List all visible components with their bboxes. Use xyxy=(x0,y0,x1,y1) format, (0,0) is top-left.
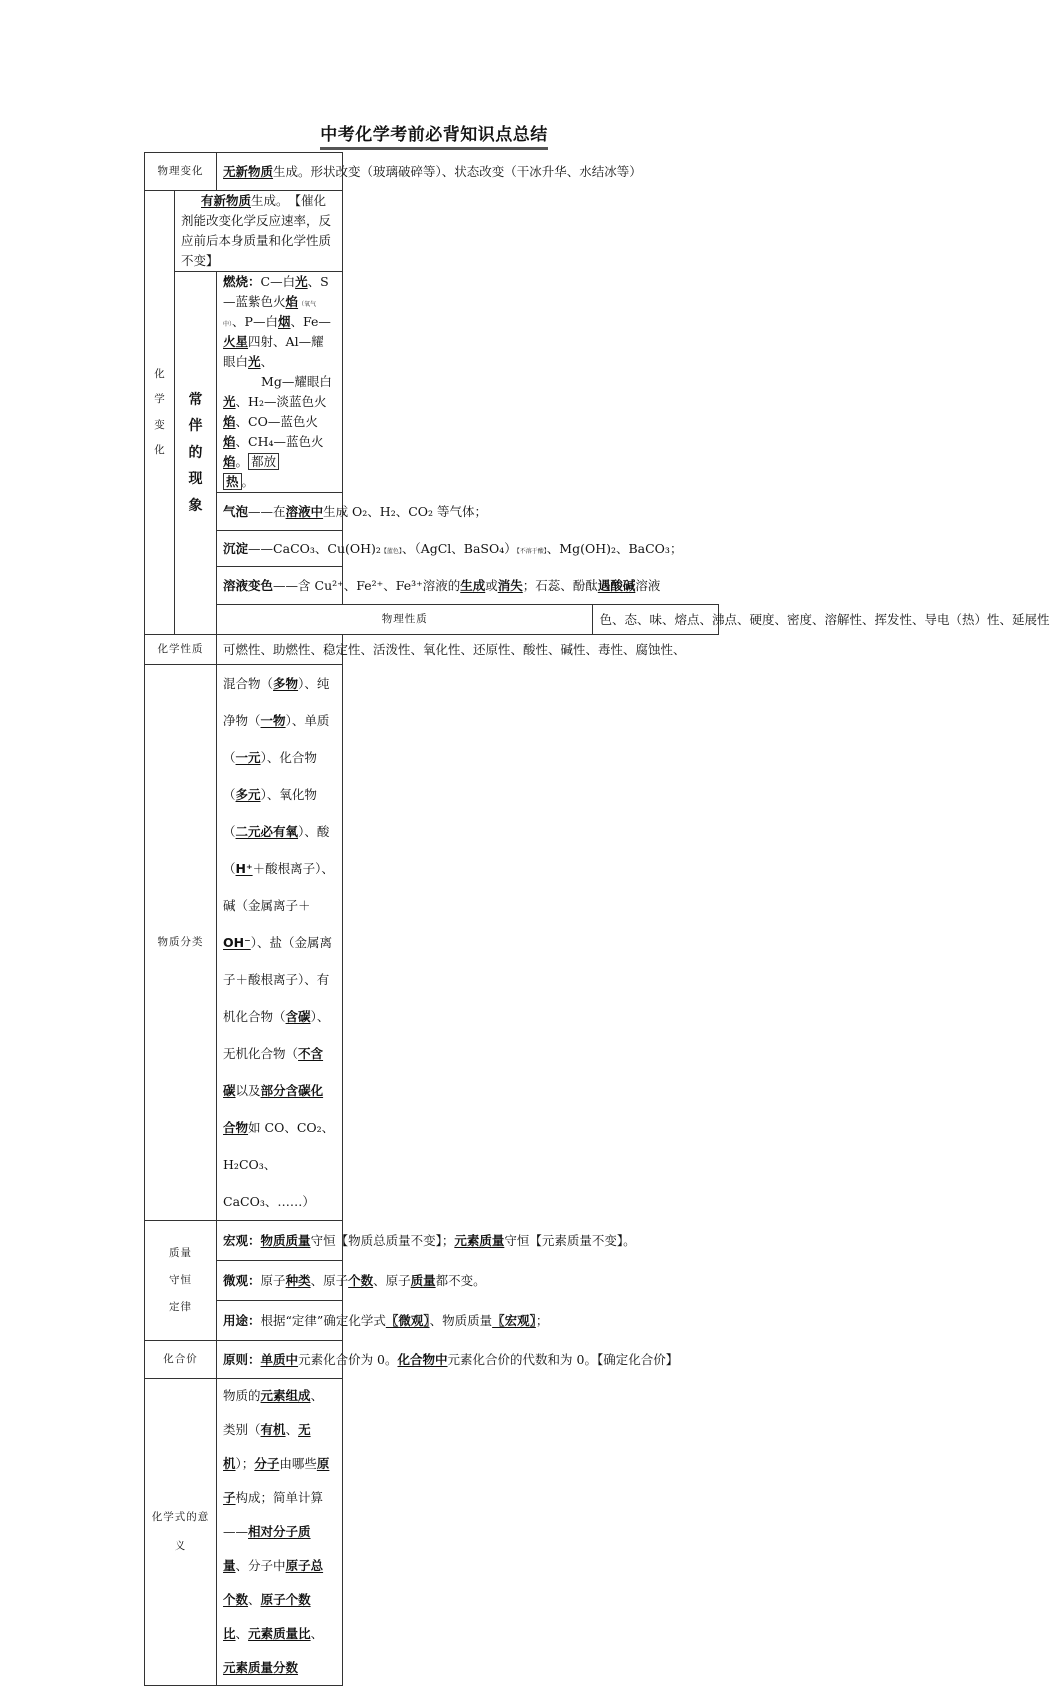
knowledge-table xyxy=(144,152,1050,1686)
row-color-change xyxy=(145,567,719,605)
content-bubbles: 气泡——在溶液中生成 O₂、H₂、CO₂ 等气体； xyxy=(217,493,342,531)
label-phenomena: 常伴的现象 xyxy=(175,272,217,635)
label-chemical-change: 化学变化 xyxy=(145,191,175,635)
row-classification xyxy=(145,665,719,1221)
row-valence xyxy=(145,1341,719,1379)
row-conservation-macro xyxy=(145,1221,719,1261)
label-conservation: 质量守恒定律 xyxy=(145,1221,217,1341)
content-conservation-micro: 微观：原子种类、原子个数、原子质量都不变。 xyxy=(217,1261,342,1301)
content-formula-meaning: 物质的元素组成、类别（有机、无机）；分子由哪些原子构成；简单计算——相对分子质量、分子中原子总个数、原子个数比、元素质量比、元素质量分数 xyxy=(217,1379,342,1686)
content-chemical-property: 可燃性、助燃性、稳定性、活泼性、氧化性、还原性、酸性、碱性、毒性、腐蚀性、 xyxy=(217,635,342,665)
content-conservation-macro: 宏观：物质质量守恒【物质总质量不变】；元素质量守恒【元素质量不变】。 xyxy=(217,1221,342,1261)
label-valence: 化合价 xyxy=(145,1341,217,1379)
content-color-change: 溶液变色——含 Cu²⁺、Fe²⁺、Fe³⁺溶液的生成或消失；石蕊、酚酞遇酸碱溶液 xyxy=(217,567,342,605)
content-conservation-use: 用途：根据“定律”确定化学式〖微观〗、物质质量〖宏观〗； xyxy=(217,1301,342,1341)
label-formula-meaning: 化学式的意义 xyxy=(145,1379,217,1686)
content-valence: 原则：单质中元素化合价为 0。化合物中元素化合价的代数和为 0。【确定化合价】 xyxy=(217,1341,342,1379)
content-chemical-change-intro: 有新物质生成。 【催化剂能改变化学反应速率，反应前后本身质量和化学性质不变】 xyxy=(175,191,343,272)
row-physical-change xyxy=(145,153,719,191)
content-physical-change: 无新物质生成。形状改变（玻璃破碎等）、状态改变（干冰升华、水结冰等） xyxy=(217,153,342,191)
row-conservation-use xyxy=(145,1301,719,1341)
row-chemical-property xyxy=(145,635,719,665)
label-physical-change: 物理变化 xyxy=(145,153,217,191)
content-combustion: 燃烧：C—白光、S—蓝紫色火焰（氧气中）、P—白烟、Fe—火星四射、Al—耀眼白光、 Mg—耀眼白光、H₂—淡蓝色火焰、CO—蓝色火焰、CH₄—蓝色火焰。 都放 热 。 xyxy=(217,272,342,493)
row-physical-property xyxy=(145,605,719,635)
row-combustion xyxy=(145,272,719,493)
content-physical-property: 色、态、味、熔点、沸点、硬度、密度、溶解性、挥发性、导电（热）性、延展性 xyxy=(593,605,719,635)
row-bubbles xyxy=(145,493,719,531)
row-chemical-change-intro xyxy=(145,191,719,272)
row-formula-meaning xyxy=(145,1379,719,1686)
content-classification: 混合物（多物）、纯净物（一物）、单质（一元）、化合物（多元）、氧化物（二元必有氧）、酸（H⁺＋酸根离子）、碱（金属离子＋OH⁻）、盐（金属离子＋酸根离子）、有机化合物（含碳）、无机化合物（不含碳以及部分含碳化合物如 CO、CO₂、H₂CO₃、CaCO₃、……） xyxy=(217,665,342,1221)
content-precipitate: 沉淀——CaCO₃、Cu(OH)₂【蓝色】、（AgCl、BaSO₄）【不溶于酸】、Mg(OH)₂、BaCO₃； xyxy=(217,531,342,567)
label-chemical-property: 化学性质 xyxy=(145,635,217,665)
row-conservation-micro xyxy=(145,1261,719,1301)
label-physical-property: 物理性质 xyxy=(217,605,593,635)
page-title: 中考化学考前必背知识点总结 xyxy=(0,120,868,145)
row-precipitate xyxy=(145,531,719,567)
label-classification: 物质分类 xyxy=(145,665,217,1221)
